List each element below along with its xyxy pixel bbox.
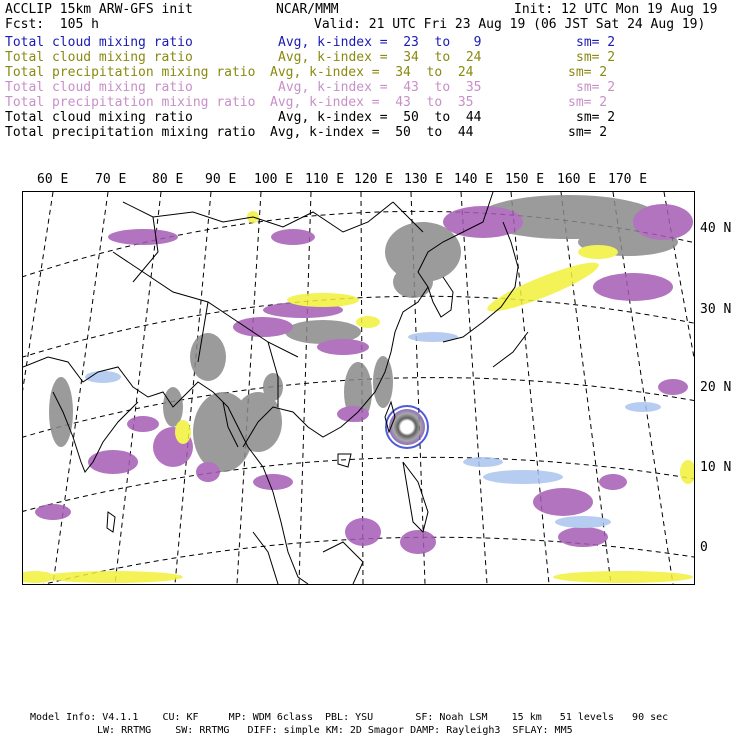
lon-label-70e: 70 E [95,172,127,187]
cloud-precip-shading [23,195,694,583]
legend-row-2-sm: sm= 2 [576,50,616,65]
legend-row-4-index: Avg, k-index = 43 to 35 [278,80,482,95]
lon-label-110e: 110 E [305,172,345,187]
legend-row-1-index: Avg, k-index = 23 to 9 [278,35,482,50]
legend-row-5-index: Avg, k-index = 43 to 35 [270,95,474,110]
legend-row-3-field: Total precipitation mixing ratio [5,65,256,80]
forecast-hour: Fcst: 105 h [5,17,99,32]
legend-row-1-sm: sm= 2 [576,35,616,50]
organization-label: NCAR/MMM [276,2,339,17]
lon-label-100e: 100 E [254,172,294,187]
legend-row-2-field: Total cloud mixing ratio [5,50,193,65]
lon-label-130e: 130 E [404,172,444,187]
model-title: ACCLIP 15km ARW-GFS init [5,2,193,17]
legend-row-6-index: Avg, k-index = 50 to 44 [278,110,482,125]
legend-row-3-sm: sm= 2 [568,65,608,80]
legend-row-2-index: Avg, k-index = 34 to 24 [278,50,482,65]
legend-row-3-index: Avg, k-index = 34 to 24 [270,65,474,80]
legend-row-5-sm: sm= 2 [568,95,608,110]
lon-label-150e: 150 E [505,172,545,187]
legend-row-5-field: Total precipitation mixing ratio [5,95,256,110]
map-panel [22,191,695,585]
legend-row-1-field: Total cloud mixing ratio [5,35,193,50]
legend-row-4-field: Total cloud mixing ratio [5,80,193,95]
lon-label-160e: 160 E [557,172,597,187]
legend-row-4-sm: sm= 2 [576,80,616,95]
lat-label-10n: 10 N [700,460,732,475]
legend-row-6-field: Total cloud mixing ratio [5,110,193,125]
lon-label-90e: 90 E [205,172,237,187]
lon-label-60e: 60 E [37,172,69,187]
model-info-line-2: LW: RRTMG SW: RRTMG DIFF: simple KM: 2D Smagor DAMP: Rayleigh3 SFLAY: MM5 [97,725,573,736]
lat-label-20n: 20 N [700,380,732,395]
lon-label-80e: 80 E [152,172,184,187]
legend-row-7-sm: sm= 2 [568,125,608,140]
map-canvas [23,192,694,584]
lon-label-170e: 170 E [608,172,648,187]
valid-time: Valid: 21 UTC Fri 23 Aug 19 (06 JST Sat 24 Aug 19) [314,17,706,32]
lat-label-30n: 30 N [700,302,732,317]
lon-label-120e: 120 E [354,172,394,187]
lat-label-0: 0 [700,540,708,555]
init-time: Init: 12 UTC Mon 19 Aug 19 [514,2,718,17]
lat-label-40n: 40 N [700,221,732,236]
legend-row-7-index: Avg, k-index = 50 to 44 [270,125,474,140]
lon-label-140e: 140 E [454,172,494,187]
legend-row-6-sm: sm= 2 [576,110,616,125]
legend-row-7-field: Total precipitation mixing ratio [5,125,256,140]
model-info-line-1: Model Info: V4.1.1 CU: KF MP: WDM 6class PBL: YSU SF: Noah LSM 15 km 51 levels 90 sec [30,712,669,723]
